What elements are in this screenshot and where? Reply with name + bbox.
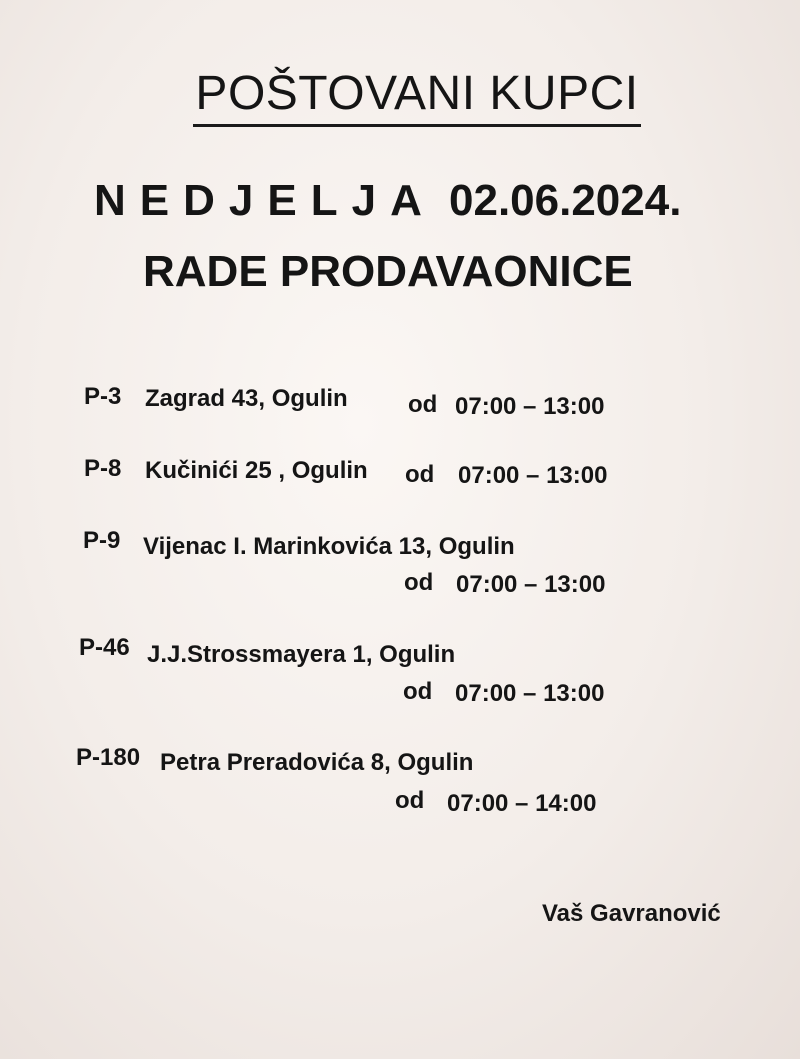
day-word: NEDJELJA <box>94 176 436 225</box>
store-hours-prefix: od <box>408 391 438 418</box>
store-code: P-46 <box>79 634 130 661</box>
greeting-text: POŠTOVANI KUPCI <box>193 66 640 127</box>
store-code: P-8 <box>84 455 122 482</box>
store-hours: 07:00 – 13:00 <box>456 571 606 598</box>
store-hours-prefix: od <box>404 569 434 596</box>
date: 02.06.2024. <box>449 176 682 225</box>
greeting-heading <box>0 66 800 127</box>
store-hours-prefix: od <box>405 461 435 488</box>
store-hours-prefix: od <box>395 787 425 814</box>
subtitle: RADE PRODAVAONICE <box>143 247 633 296</box>
store-hours: 07:00 – 13:00 <box>458 462 608 489</box>
store-address: Petra Preradovića 8, Ogulin <box>160 749 474 776</box>
signature: Vaš Gavranović <box>542 900 721 927</box>
store-hours: 07:00 – 14:00 <box>447 790 597 817</box>
store-hours: 07:00 – 13:00 <box>455 393 605 420</box>
store-address: J.J.Strossmayera 1, Ogulin <box>147 641 456 668</box>
store-hours: 07:00 – 13:00 <box>455 680 605 707</box>
store-hours-prefix: od <box>403 678 433 705</box>
store-address: Kučinići 25 , Ogulin <box>145 457 368 484</box>
store-address: Vijenac I. Marinkovića 13, Ogulin <box>143 533 515 560</box>
store-code: P-9 <box>83 527 121 554</box>
store-code: P-3 <box>84 383 122 410</box>
store-address: Zagrad 43, Ogulin <box>145 385 348 412</box>
store-code: P-180 <box>76 744 141 771</box>
